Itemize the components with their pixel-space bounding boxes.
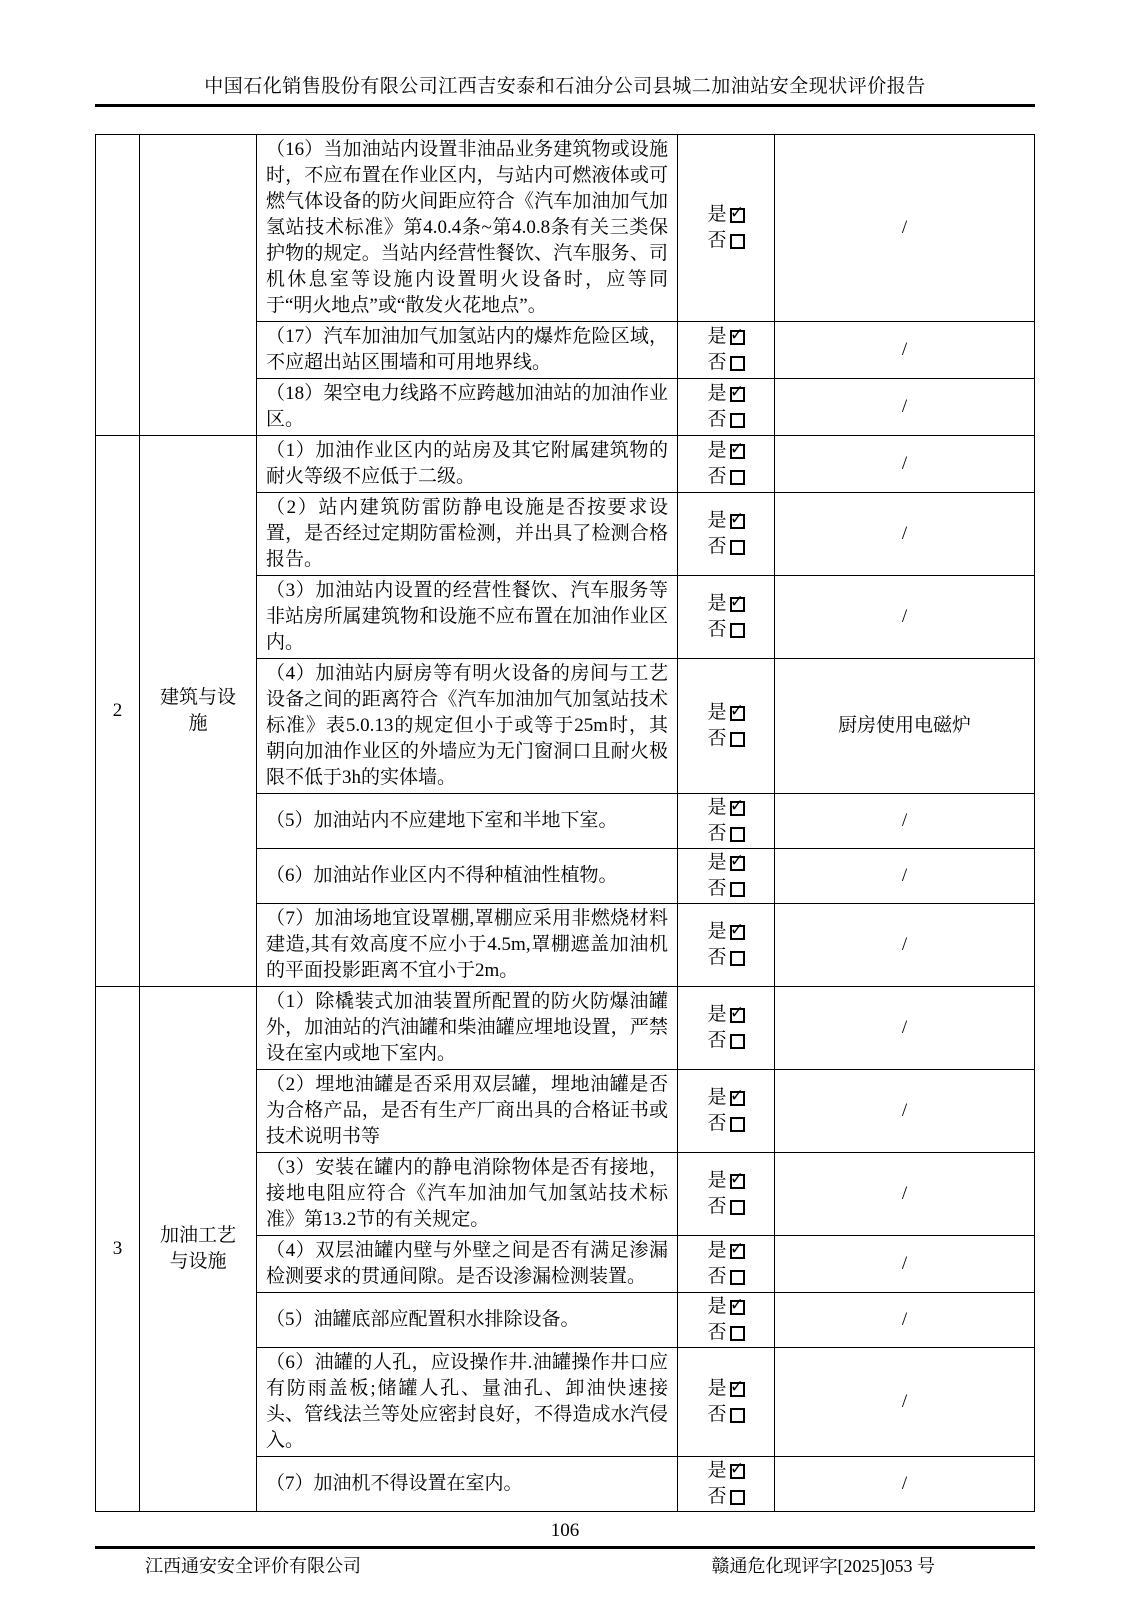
no-option: [678, 350, 774, 376]
yes-label: 是: [707, 204, 727, 225]
remark-cell: /: [775, 1070, 1035, 1153]
remark-cell: /: [775, 1457, 1035, 1512]
yes-no-cell: [678, 1348, 775, 1457]
checkbox-empty-icon: [730, 540, 745, 555]
checkbox-empty-icon: [730, 234, 745, 249]
checkbox-empty-icon: [730, 1200, 745, 1215]
document-footer: [95, 1549, 1035, 1579]
group-number: 2: [96, 436, 140, 987]
no-label: 否: [707, 1030, 727, 1051]
footer-company: 江西通安安全评价有限公司: [145, 1556, 361, 1576]
page-number: 106: [550, 1520, 580, 1541]
yes-no-cell: [678, 1070, 775, 1153]
checkmark-icon: ✓: [729, 324, 745, 345]
yes-option: [678, 591, 774, 617]
yes-no-cell: [678, 1153, 775, 1236]
checkbox-checked-icon: [729, 202, 745, 223]
no-label: 否: [707, 1266, 727, 1287]
item-text: （17）汽车加油加气加氢站内的爆炸危险区域，不应超出站区围墙和可用地界线。: [257, 322, 678, 379]
remark-cell: /: [775, 135, 1035, 322]
remark-cell: /: [775, 1153, 1035, 1236]
no-option: [678, 228, 774, 254]
item-text: （7）加油场地宜设罩棚,罩棚应采用非燃烧材料建造,其有效高度不应小于4.5m,罩棚遮盖加油机的平面投影距离不宜小于2m。: [257, 904, 678, 987]
yes-option: [678, 795, 774, 821]
checkbox-checked-icon: [729, 438, 745, 459]
no-option: [678, 1264, 774, 1290]
no-option: [678, 1194, 774, 1220]
checkbox-empty-icon: [730, 1408, 745, 1423]
yes-label: 是: [707, 852, 727, 873]
checkbox-empty-icon: [730, 623, 745, 638]
remark-cell: /: [775, 1293, 1035, 1348]
yes-no-cell: [678, 794, 775, 849]
yes-label: 是: [707, 702, 727, 723]
yes-no-cell: [678, 659, 775, 794]
checkmark-icon: ✓: [729, 1458, 745, 1479]
checkbox-checked-icon: [729, 1458, 745, 1479]
yes-option: [678, 438, 774, 464]
no-option: [678, 876, 774, 902]
checkbox-empty-icon: [730, 882, 745, 897]
no-label: 否: [707, 352, 727, 373]
item-text: （7）加油机不得设置在室内。: [257, 1457, 678, 1512]
remark-cell: /: [775, 576, 1035, 659]
checklist-table: [95, 134, 1035, 1512]
group-number: 3: [96, 987, 140, 1512]
yes-label: 是: [707, 593, 727, 614]
yes-label: 是: [707, 1460, 727, 1481]
no-label: 否: [707, 1404, 727, 1425]
item-text: （16）当加油站内设置非油品业务建筑物或设施时，不应布置在作业区内，与站内可燃液体或可燃气体设备的防火间距应符合《汽车加油加气加氢站技术标准》第4.0.4条~第4.0.8条有关三类保护物的规定。当站内经营性餐饮、汽车服务、司机休息室等设施内设置明火设备时，应等同于“明火地点”或“散发火花地点”。: [257, 135, 678, 322]
checkbox-empty-icon: [730, 1490, 745, 1505]
yes-label: 是: [707, 1296, 727, 1317]
yes-option: [678, 1376, 774, 1402]
yes-option: [678, 202, 774, 228]
yes-option: [678, 700, 774, 726]
checkmark-icon: ✓: [729, 700, 745, 721]
remark-cell: /: [775, 493, 1035, 576]
group-category: [140, 135, 257, 436]
yes-no-cell: [678, 849, 775, 904]
yes-no-cell: [678, 493, 775, 576]
yes-label: 是: [707, 440, 727, 461]
yes-label: 是: [707, 1004, 727, 1025]
yes-no-cell: [678, 904, 775, 987]
item-text: （5）加油站内不应建地下室和半地下室。: [257, 794, 678, 849]
remark-cell: /: [775, 436, 1035, 493]
remark-cell: /: [775, 849, 1035, 904]
no-label: 否: [707, 947, 727, 968]
yes-label: 是: [707, 383, 727, 404]
yes-label: 是: [707, 326, 727, 347]
checkbox-checked-icon: [729, 795, 745, 816]
no-label: 否: [707, 878, 727, 899]
checkbox-checked-icon: [729, 1002, 745, 1023]
no-option: [678, 945, 774, 971]
yes-option: [678, 1458, 774, 1484]
yes-label: 是: [707, 797, 727, 818]
checkbox-checked-icon: [729, 700, 745, 721]
checkbox-checked-icon: [729, 1376, 745, 1397]
checkbox-empty-icon: [730, 827, 745, 842]
yes-label: 是: [707, 1170, 727, 1191]
yes-no-cell: [678, 1457, 775, 1512]
checkmark-icon: ✓: [729, 202, 745, 223]
item-text: （1）除橇装式加油装置所配置的防火防爆油罐外，加油站的汽油罐和柴油罐应埋地设置，严禁设在室内或地下室内。: [257, 987, 678, 1070]
item-text: （2）埋地油罐是否采用双层罐，埋地油罐是否为合格产品，是否有生产厂商出具的合格证书或技术说明书等: [257, 1070, 678, 1153]
checkmark-icon: ✓: [729, 795, 745, 816]
table-row: [96, 436, 1035, 493]
checkbox-empty-icon: [730, 413, 745, 428]
remark-cell: 厨房使用电磁炉: [775, 659, 1035, 794]
yes-label: 是: [707, 921, 727, 942]
no-label: 否: [707, 230, 727, 251]
document-title: 中国石化销售股份有限公司江西吉安泰和石油分公司县城二加油站安全现状评价报告: [204, 76, 926, 97]
yes-option: [678, 919, 774, 945]
no-label: 否: [707, 1196, 727, 1217]
remark-cell: /: [775, 794, 1035, 849]
item-text: （4）加油站内厨房等有明火设备的房间与工艺设备之间的距离符合《汽车加油加气加氢站技术标准》表5.0.13的规定但小于或等于25m时，其朝向加油作业区的外墙应为无门窗洞口且耐火极限不低于3h的实体墙。: [257, 659, 678, 794]
remark-cell: /: [775, 904, 1035, 987]
table-row: [96, 135, 1035, 322]
yes-option: [678, 1002, 774, 1028]
no-option: [678, 821, 774, 847]
checkbox-checked-icon: [729, 1168, 745, 1189]
item-text: （1）加油作业区内的站房及其它附属建筑物的耐火等级不应低于二级。: [257, 436, 678, 493]
checkbox-checked-icon: [729, 591, 745, 612]
checkmark-icon: ✓: [729, 1002, 745, 1023]
checkmark-icon: ✓: [729, 1294, 745, 1315]
item-text: （5）油罐底部应配置积水排除设备。: [257, 1293, 678, 1348]
yes-no-cell: [678, 436, 775, 493]
checkbox-checked-icon: [729, 508, 745, 529]
yes-no-cell: [678, 987, 775, 1070]
item-text: （2）站内建筑防雷防静电设施是否按要求设置，是否经过定期防雷检测，并出具了检测合格报告。: [257, 493, 678, 576]
checkmark-icon: ✓: [729, 919, 745, 940]
remark-cell: /: [775, 987, 1035, 1070]
yes-no-cell: [678, 379, 775, 436]
checkbox-checked-icon: [729, 1294, 745, 1315]
no-label: 否: [707, 1113, 727, 1134]
checkbox-empty-icon: [730, 356, 745, 371]
group-category: 加油工艺与设施: [140, 987, 257, 1512]
remark-cell: /: [775, 1348, 1035, 1457]
checklist-table-body: [96, 135, 1035, 1512]
remark-cell: /: [775, 322, 1035, 379]
no-label: 否: [707, 409, 727, 430]
yes-no-cell: [678, 1293, 775, 1348]
group-number: [96, 135, 140, 436]
yes-label: 是: [707, 1087, 727, 1108]
checkbox-empty-icon: [730, 1326, 745, 1341]
no-option: [678, 617, 774, 643]
no-label: 否: [707, 1486, 727, 1507]
no-option: [678, 1484, 774, 1510]
checkbox-empty-icon: [730, 470, 745, 485]
checkmark-icon: ✓: [729, 1168, 745, 1189]
no-option: [678, 1320, 774, 1346]
yes-label: 是: [707, 1378, 727, 1399]
yes-no-cell: [678, 322, 775, 379]
checkbox-checked-icon: [729, 324, 745, 345]
yes-option: [678, 1085, 774, 1111]
item-text: （18）架空电力线路不应跨越加油站的加油作业区。: [257, 379, 678, 436]
checkmark-icon: ✓: [729, 591, 745, 612]
yes-option: [678, 508, 774, 534]
checkbox-checked-icon: [729, 919, 745, 940]
remark-cell: /: [775, 379, 1035, 436]
no-option: [678, 1028, 774, 1054]
no-option: [678, 1111, 774, 1137]
yes-option: [678, 381, 774, 407]
no-label: 否: [707, 536, 727, 557]
checkmark-icon: ✓: [729, 438, 745, 459]
checkbox-checked-icon: [729, 381, 745, 402]
yes-option: [678, 1168, 774, 1194]
checkbox-checked-icon: [729, 1238, 745, 1259]
checkmark-icon: ✓: [729, 1085, 745, 1106]
no-label: 否: [707, 466, 727, 487]
checkbox-checked-icon: [729, 850, 745, 871]
no-option: [678, 464, 774, 490]
yes-option: [678, 850, 774, 876]
checkmark-icon: ✓: [729, 850, 745, 871]
footer-doc-number: 赣通危化现评字[2025]053 号: [711, 1556, 935, 1576]
item-text: （3）加油站内设置的经营性餐饮、汽车服务等非站房所属建筑物和设施不应布置在加油作业区内。: [257, 576, 678, 659]
checkbox-empty-icon: [730, 1270, 745, 1285]
checkbox-empty-icon: [730, 1034, 745, 1049]
table-row: [96, 987, 1035, 1070]
no-label: 否: [707, 1322, 727, 1343]
no-option: [678, 1402, 774, 1428]
no-label: 否: [707, 619, 727, 640]
checkbox-empty-icon: [730, 1117, 745, 1132]
item-text: （6）加油站作业区内不得种植油性植物。: [257, 849, 678, 904]
checkbox-empty-icon: [730, 951, 745, 966]
item-text: （6）油罐的人孔，应设操作井.油罐操作井口应有防雨盖板;储罐人孔、量油孔、卸油快速接头、管线法兰等处应密封良好，不得造成水汽侵入。: [257, 1348, 678, 1457]
no-label: 否: [707, 728, 727, 749]
item-text: （3）安装在罐内的静电消除物体是否有接地，接地电阻应符合《汽车加油加气加氢站技术标准》第13.2节的有关规定。: [257, 1153, 678, 1236]
checkbox-empty-icon: [730, 732, 745, 747]
yes-no-cell: [678, 135, 775, 322]
group-category: 建筑与设施: [140, 436, 257, 987]
no-option: [678, 534, 774, 560]
no-option: [678, 407, 774, 433]
yes-option: [678, 324, 774, 350]
checkbox-checked-icon: [729, 1085, 745, 1106]
checkmark-icon: ✓: [729, 1238, 745, 1259]
remark-cell: /: [775, 1236, 1035, 1293]
yes-option: [678, 1294, 774, 1320]
checkmark-icon: ✓: [729, 1376, 745, 1397]
item-text: （4）双层油罐内壁与外壁之间是否有满足渗漏检测要求的贯通间隙。是否设渗漏检测装置。: [257, 1236, 678, 1293]
header-rule: [95, 104, 1035, 107]
yes-no-cell: [678, 1236, 775, 1293]
checkmark-icon: ✓: [729, 508, 745, 529]
yes-option: [678, 1238, 774, 1264]
yes-no-cell: [678, 576, 775, 659]
yes-label: 是: [707, 1240, 727, 1261]
no-label: 否: [707, 823, 727, 844]
no-option: [678, 726, 774, 752]
checkmark-icon: ✓: [729, 381, 745, 402]
yes-label: 是: [707, 510, 727, 531]
